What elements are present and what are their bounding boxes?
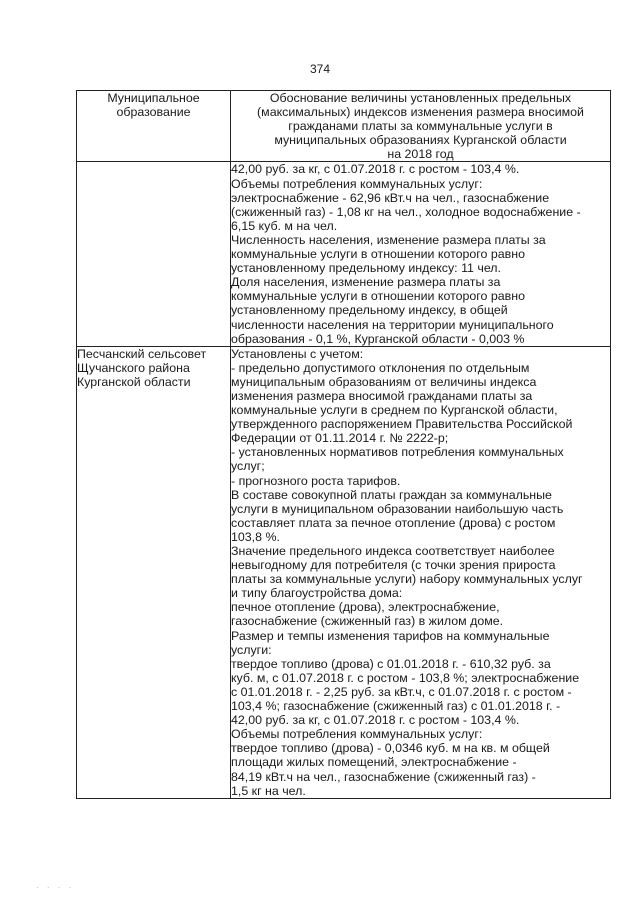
text-line: изменения размера вносимой гражданами платы за <box>231 388 533 403</box>
table-header-row <box>77 91 611 162</box>
text-line: твердое топливо (дрова) - 0,0346 куб. м на кв. м общей <box>231 741 550 756</box>
text-line: Численность населения, изменение размера платы за <box>231 232 546 247</box>
justification-lines <box>231 347 610 798</box>
text-line: 84,19 кВт.ч на чел., газоснабжение (сжиженный газ) - <box>231 769 536 784</box>
justification-lines <box>231 162 610 345</box>
text-line: на 2018 год <box>387 147 454 162</box>
text-line: Объемы потребления коммунальных услуг: <box>231 176 483 191</box>
justification-table <box>76 90 611 799</box>
text-line: Объемы потребления коммунальных услуг: <box>231 727 483 742</box>
text-line: 42,00 руб. за кг, с 01.07.2018 г. с ростом - 103,4 %. <box>231 162 520 177</box>
municipality-lines <box>77 347 230 389</box>
text-line: невыгодному для потребителя (с точки зрения прироста <box>231 558 556 573</box>
text-line: (максимальных) индексов изменения размера вносимой <box>257 105 584 120</box>
text-line: Установлены с учетом: <box>231 346 364 361</box>
text-line: услуг; <box>231 459 265 474</box>
text-line: коммунальные услуги в отношении которого равно <box>231 247 525 262</box>
text-line: установленному предельному индексу, в общей <box>231 303 508 318</box>
text-line: Курганской области <box>77 374 191 389</box>
text-line: Песчанский сельсовет <box>77 346 207 361</box>
text-line: электроснабжение - 62,96 кВт.ч на чел., газоснабжение <box>231 190 550 205</box>
text-line: печное отопление (дрова), электроснабжение, <box>231 600 500 615</box>
text-line: составляет плата за печное отопление (дрова) с ростом <box>231 515 556 530</box>
header-municipality <box>77 91 231 162</box>
text-line: муниципальным образованиям от величины индекса <box>231 374 537 389</box>
text-line: площади жилых помещений, электроснабжение - <box>231 755 517 770</box>
text-line: Щучанского района <box>77 360 190 375</box>
header-col2-lines <box>231 91 610 161</box>
text-line: муниципальных образованиях Курганской области <box>274 133 567 148</box>
table-row <box>77 162 611 346</box>
text-line: (сжиженный газ) - 1,08 кг на чел., холодное водоснабжение - <box>231 204 581 219</box>
text-line: услуги в муниципальном образовании наибольшую часть <box>231 501 564 516</box>
text-line: с 01.01.2018 г. - 2,25 руб. за кВт.ч, с 01.07.2018 г. с ростом - <box>231 684 572 699</box>
header-col1-lines <box>77 91 230 119</box>
text-line: Значение предельного индекса соответствует наиболее <box>231 544 555 558</box>
text-line: образование <box>116 105 191 120</box>
text-line: Доля населения, изменение размера платы за <box>231 275 501 290</box>
text-line: газоснабжение (сжиженный газ) в жилом доме. <box>231 614 504 629</box>
text-line: образования - 0,1 %, Курганской области - 0,003 % <box>231 331 525 346</box>
text-line: коммунальные услуги в отношении которого равно <box>231 289 525 304</box>
text-line: коммунальные услуги в среднем по Курганской области, <box>231 403 558 418</box>
text-line: В составе совокупной платы граждан за коммунальные <box>231 487 552 502</box>
scan-artifact: · · · · <box>36 883 75 892</box>
text-line: установленному предельному индексу: 11 чел. <box>231 261 501 276</box>
text-line: услуги: <box>231 642 272 657</box>
text-line: Муниципальное <box>107 91 200 105</box>
text-line: гражданами платы за коммунальные услуги в <box>288 119 553 134</box>
text-line: 1,5 кг на чел. <box>231 783 306 798</box>
table-row <box>77 346 611 798</box>
justification-cell <box>231 346 611 798</box>
text-line: платы за коммунальные услуги) набору коммунальных услуг <box>231 572 583 587</box>
municipality-cell <box>77 346 231 798</box>
text-line: утвержденного распоряжением Правительства Российской <box>231 417 573 432</box>
text-line: - установленных нормативов потребления коммунальных <box>231 445 564 460</box>
text-line: численности населения на территории муниципального <box>231 317 554 332</box>
text-line: твердое топливо (дрова) с 01.01.2018 г. - 610,32 руб. за <box>231 656 551 671</box>
text-line: 42,00 руб. за кг, с 01.07.2018 г. с ростом - 103,4 %. <box>231 713 520 728</box>
municipality-cell <box>77 162 231 346</box>
text-line: 6,15 куб. м на чел. <box>231 218 338 233</box>
text-line: Размер и темпы изменения тарифов на коммунальные <box>231 628 550 643</box>
text-line: 103,8 %. <box>231 529 280 544</box>
text-line: куб. м, с 01.07.2018 г. с ростом - 103,8 %; электроснабжение <box>231 670 580 685</box>
page-number: 374 <box>309 62 331 76</box>
text-line: Обоснование величины установленных предельных <box>269 91 572 105</box>
text-line: 103,4 %; газоснабжение (сжиженный газ) с 01.01.2018 г. - <box>231 699 561 714</box>
text-line: Федерации от 01.11.2014 г. № 2222-р; <box>231 431 449 446</box>
text-line: - прогнозного роста тарифов. <box>231 473 401 488</box>
header-justification <box>231 91 611 162</box>
justification-cell <box>231 162 611 346</box>
text-line: - предельно допустимого отклонения по отдельным <box>231 360 530 375</box>
text-line: и типу благоустройства дома: <box>231 586 403 601</box>
